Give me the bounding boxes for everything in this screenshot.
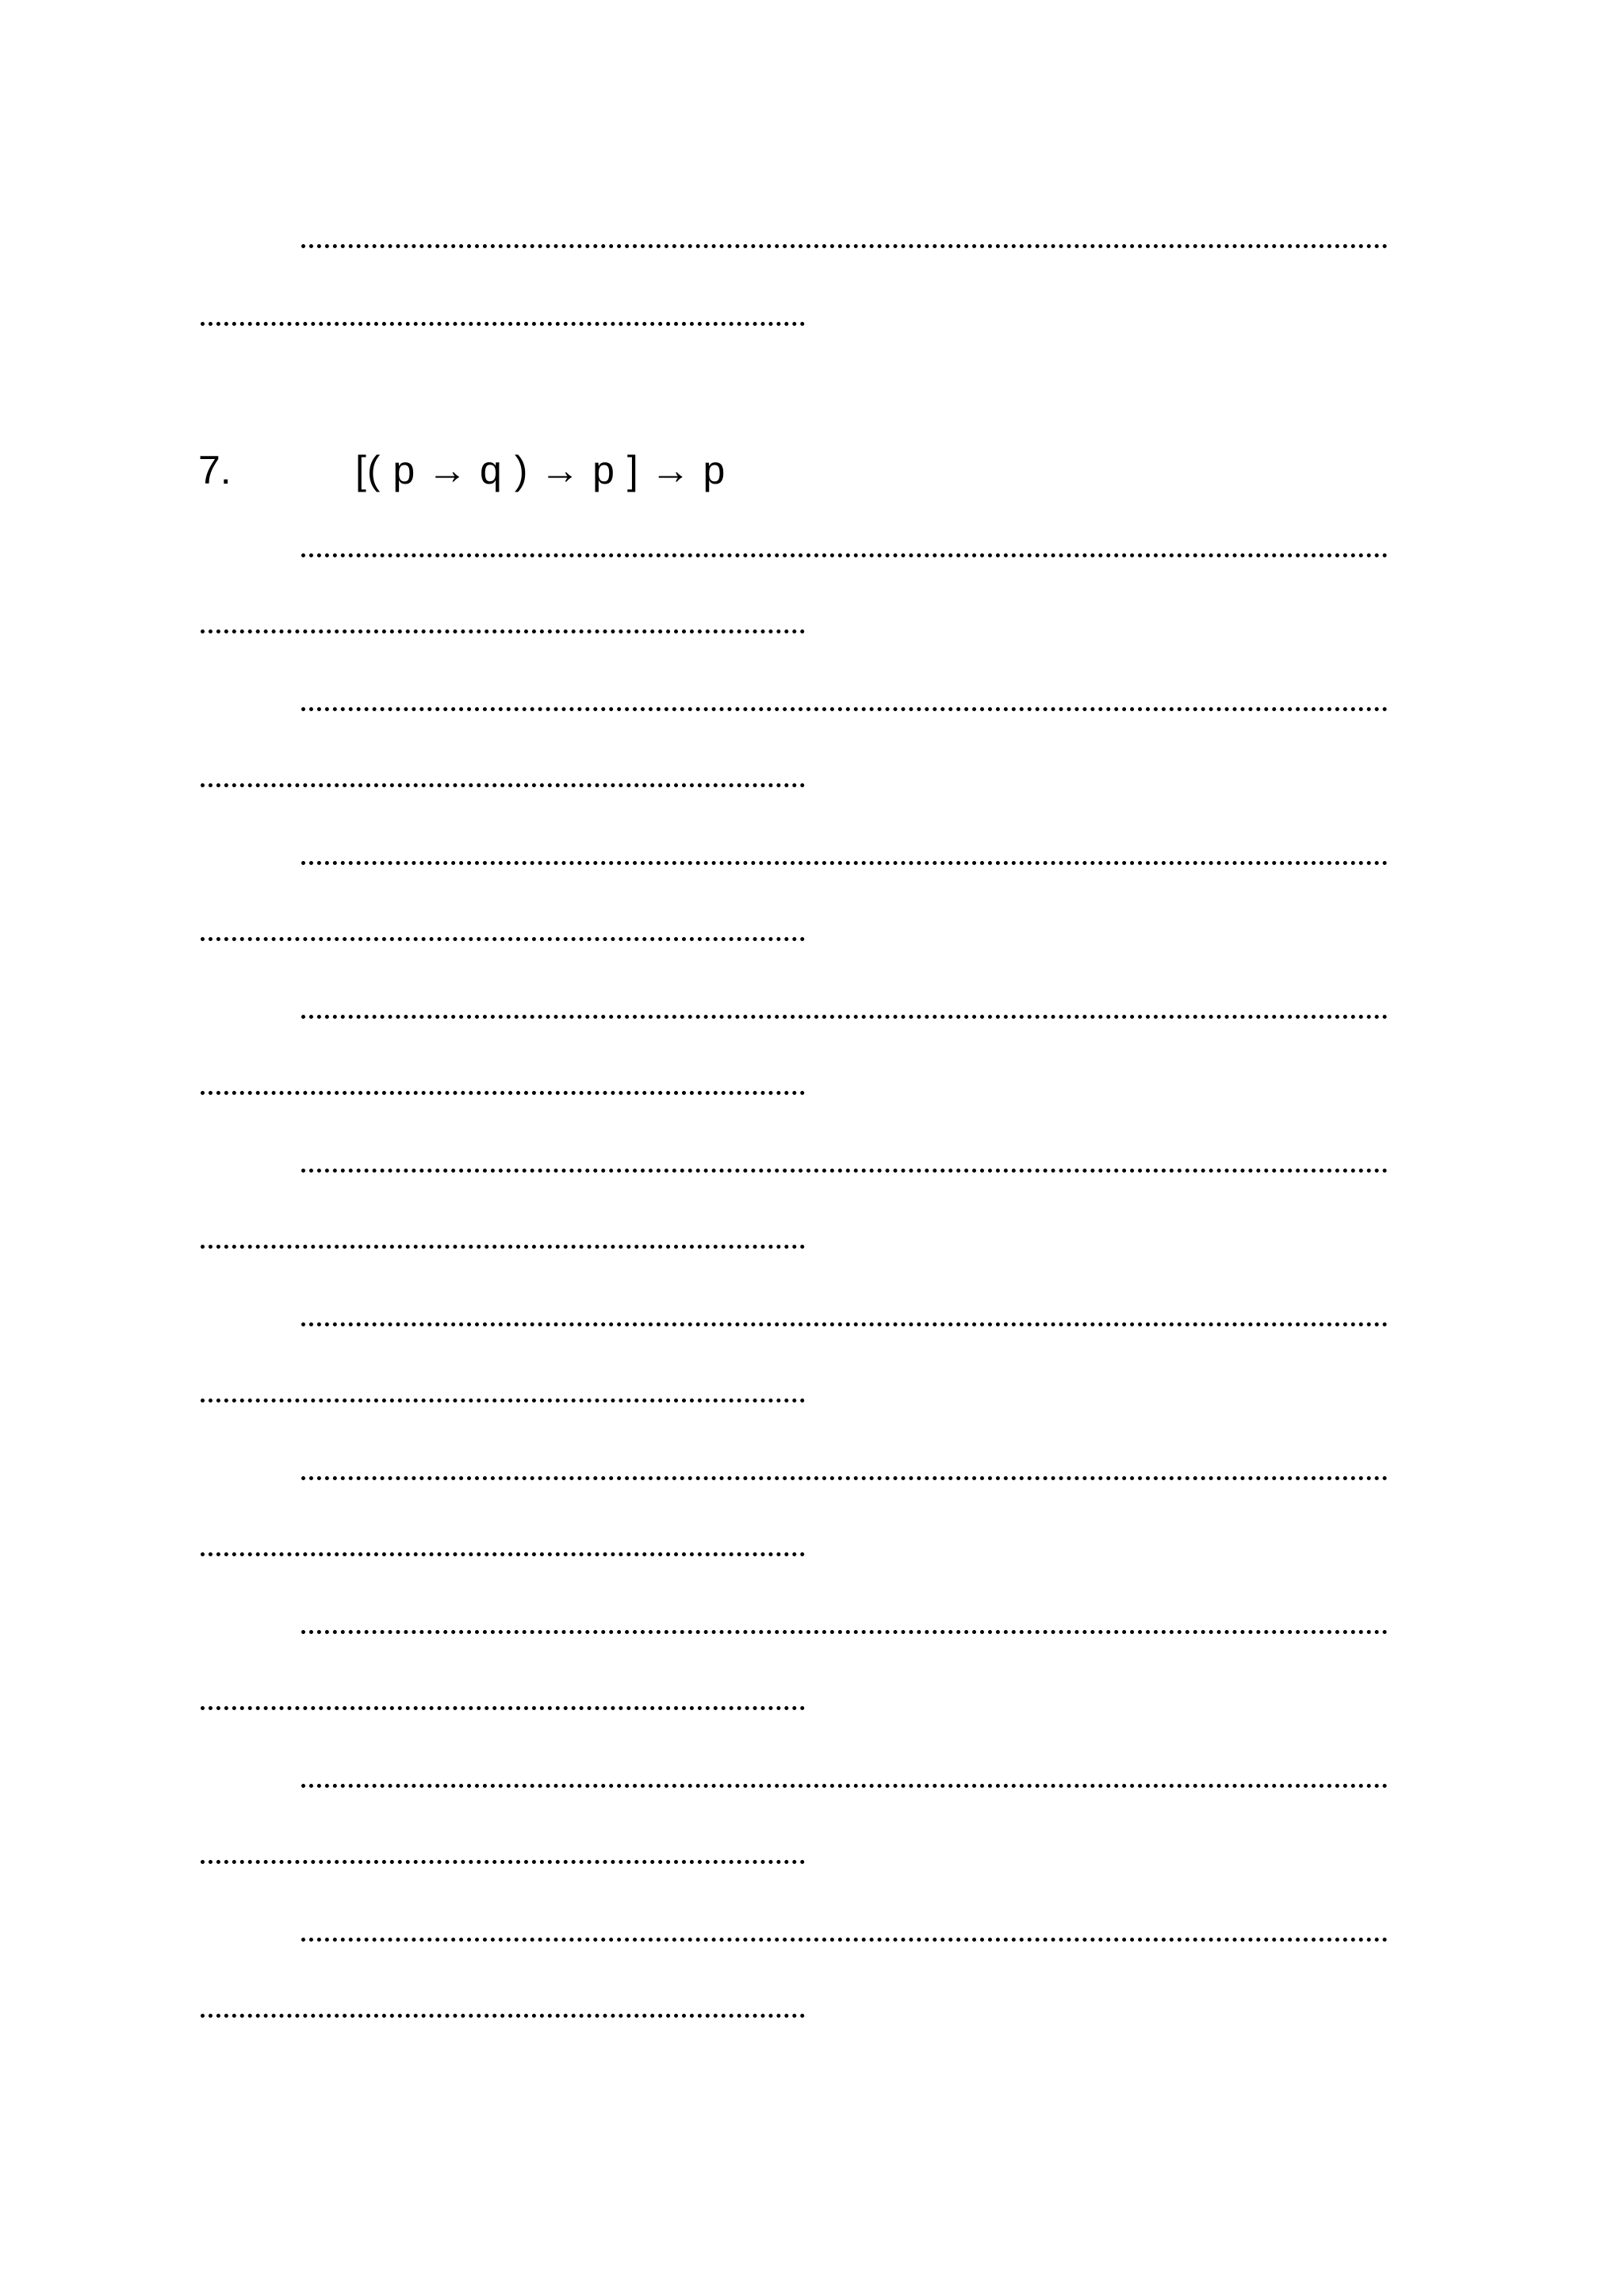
answer-line	[301, 1322, 1388, 1327]
question-7	[198, 442, 726, 498]
answer-line	[301, 707, 1388, 712]
answer-line	[201, 1245, 805, 1249]
answer-line	[301, 1015, 1388, 1020]
answer-line	[301, 861, 1388, 866]
question-formula: [( p → q ) → p ] → p	[355, 448, 726, 492]
answer-line	[301, 553, 1388, 558]
answer-line	[201, 2014, 805, 2019]
answer-line	[201, 1552, 805, 1557]
question-number: 7.	[198, 448, 232, 492]
answer-line	[201, 1706, 805, 1711]
answer-line	[201, 1860, 805, 1865]
answer-line	[201, 937, 805, 942]
answer-line	[201, 1091, 805, 1096]
answer-line	[301, 1938, 1388, 1942]
answer-line	[201, 783, 805, 788]
answer-line	[201, 322, 805, 327]
answer-line	[301, 244, 1388, 249]
answer-line	[201, 1399, 805, 1403]
answer-line	[301, 1784, 1388, 1789]
answer-line	[301, 1476, 1388, 1481]
answer-line	[301, 1169, 1388, 1173]
answer-line	[201, 629, 805, 634]
answer-line	[301, 1630, 1388, 1635]
